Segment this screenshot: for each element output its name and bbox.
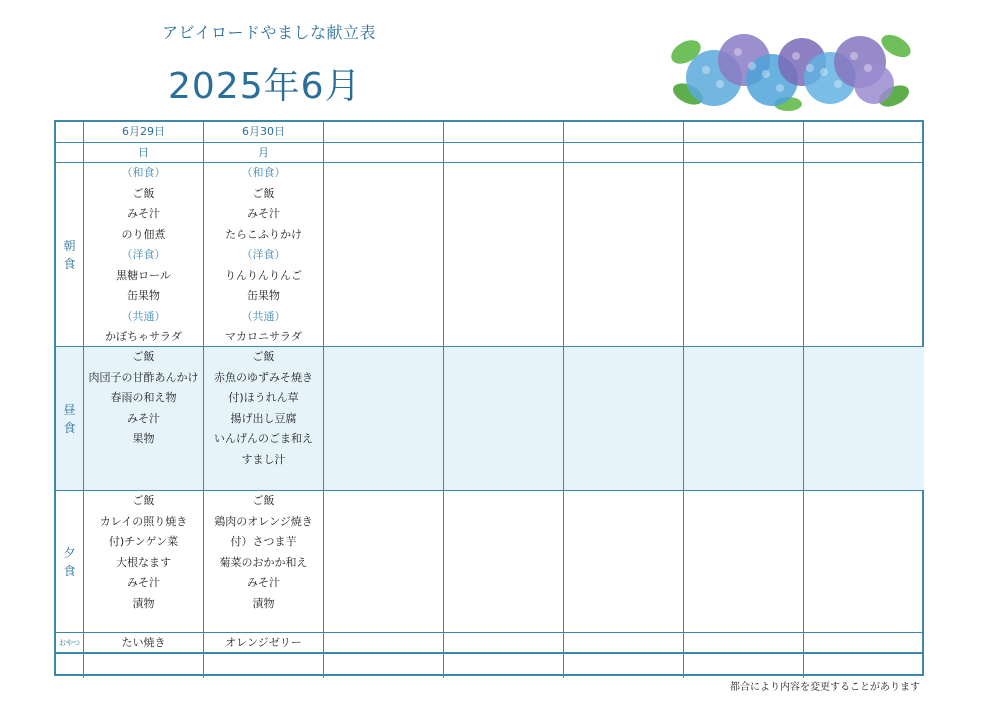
day-3-blank-cell bbox=[324, 654, 444, 678]
meal-label bbox=[56, 401, 83, 437]
day-1-snack-cell: たい焼き bbox=[84, 633, 204, 654]
day-3-date-cell bbox=[324, 122, 444, 143]
menu-item: みそ汁 bbox=[127, 207, 160, 220]
row-label-snack bbox=[56, 633, 84, 654]
day-7-dinner-cell bbox=[804, 491, 924, 633]
day-7-date-cell bbox=[804, 122, 924, 143]
month-title: 2025年6月 bbox=[168, 66, 362, 107]
menu-table bbox=[54, 120, 924, 676]
day-3-snack-cell bbox=[324, 633, 444, 654]
day-4-dinner-cell bbox=[444, 491, 564, 633]
menu-item: 肉団子の甘酢あんかけ bbox=[88, 370, 199, 384]
menu-item: ご飯 bbox=[252, 350, 275, 363]
change-notice: 都合により内容を変更することがあります bbox=[730, 682, 920, 693]
menu-item: 菊菜のおかか和え bbox=[219, 555, 308, 569]
row-label-dinner bbox=[56, 491, 84, 633]
day-1-blank-cell bbox=[84, 654, 204, 678]
day-2-lunch-cell bbox=[204, 347, 324, 491]
day-5-lunch-cell bbox=[564, 347, 684, 491]
menu-item: 揚げ出し豆腐 bbox=[230, 411, 297, 425]
meal-label: おやつ bbox=[59, 638, 80, 647]
menu-item: のり佃煮 bbox=[121, 227, 166, 241]
day-1-lunch-cell bbox=[84, 347, 204, 491]
day-1-weekday-cell: 日 bbox=[84, 143, 204, 163]
menu-item: ご飯 bbox=[252, 494, 275, 507]
day-4-weekday-cell bbox=[444, 143, 564, 163]
day-5-dinner-cell bbox=[564, 491, 684, 633]
day-7-snack-cell bbox=[804, 633, 924, 654]
day-5-blank-cell bbox=[564, 654, 684, 678]
menu-item: みそ汁 bbox=[247, 207, 280, 220]
row-label-breakfast bbox=[56, 163, 84, 347]
meal-label-char: 食 bbox=[63, 420, 76, 435]
menu-item: たらこふりかけ bbox=[225, 227, 302, 241]
day-3-lunch-cell bbox=[324, 347, 444, 491]
menu-item: 付)ほうれん草 bbox=[228, 391, 299, 404]
menu-item: マカロニサラダ bbox=[225, 330, 302, 343]
day-3-dinner-cell bbox=[324, 491, 444, 633]
menu-item: 缶果物 bbox=[127, 289, 160, 302]
day-5-breakfast-cell bbox=[564, 163, 684, 347]
day-4-blank-cell bbox=[444, 654, 564, 678]
day-6-weekday-cell bbox=[684, 143, 804, 163]
row-label-blank bbox=[56, 654, 84, 678]
menu-item: 赤魚のゆずみそ焼き bbox=[214, 370, 313, 384]
menu-item: りんりんりんご bbox=[225, 268, 302, 282]
day-6-breakfast-cell bbox=[684, 163, 804, 347]
menu-item: ご飯 bbox=[252, 186, 275, 200]
meal-label-char: 食 bbox=[63, 563, 76, 578]
hydrangea-illustration-icon bbox=[668, 22, 914, 114]
menu-item: 付)チンゲン菜 bbox=[108, 535, 179, 548]
day-7-blank-cell bbox=[804, 654, 924, 678]
menu-category: （洋食） bbox=[121, 248, 166, 261]
menu-item: 缶果物 bbox=[247, 289, 280, 302]
day-4-lunch-cell bbox=[444, 347, 564, 491]
day-5-date-cell bbox=[564, 122, 684, 143]
day-1-date-cell: 6月29日 bbox=[84, 122, 204, 143]
menu-category: （共通） bbox=[241, 309, 286, 323]
day-2-date-cell: 6月30日 bbox=[204, 122, 324, 143]
menu-item: すまし汁 bbox=[241, 452, 286, 466]
day-4-snack-cell bbox=[444, 633, 564, 654]
day-2-blank-cell bbox=[204, 654, 324, 678]
day-5-weekday-cell bbox=[564, 143, 684, 163]
menu-item: ご飯 bbox=[132, 350, 155, 363]
day-4-breakfast-cell bbox=[444, 163, 564, 347]
menu-item: かぼちゃサラダ bbox=[105, 330, 182, 343]
meal-label-char: 昼 bbox=[63, 402, 76, 417]
day-6-blank-cell bbox=[684, 654, 804, 678]
menu-item: 鶏肉のオレンジ焼き bbox=[214, 514, 313, 528]
menu-item: 大根なます bbox=[116, 555, 171, 569]
day-7-breakfast-cell bbox=[804, 163, 924, 347]
day-3-weekday-cell bbox=[324, 143, 444, 163]
day-7-lunch-cell bbox=[804, 347, 924, 491]
meal-label-char: 朝 bbox=[63, 238, 76, 253]
menu-item: カレイの照り焼き bbox=[99, 514, 188, 528]
day-6-snack-cell bbox=[684, 633, 804, 654]
menu-item: 付）さつま芋 bbox=[230, 535, 297, 548]
menu-item: ご飯 bbox=[132, 494, 155, 507]
day-5-snack-cell bbox=[564, 633, 684, 654]
menu-category: （洋食） bbox=[241, 248, 286, 261]
meal-label bbox=[56, 237, 83, 273]
menu-category: （和食） bbox=[241, 166, 286, 179]
menu-item: 黒糖ロール bbox=[116, 268, 171, 282]
day-6-lunch-cell bbox=[684, 347, 804, 491]
meal-label-char: 夕 bbox=[63, 545, 76, 560]
day-6-date-cell bbox=[684, 122, 804, 143]
menu-item: 漬物 bbox=[132, 596, 155, 610]
row-label-lunch bbox=[56, 347, 84, 491]
facility-title: アビイロードやましな献立表 bbox=[162, 23, 377, 42]
menu-item: ご飯 bbox=[132, 186, 155, 200]
menu-item: 漬物 bbox=[252, 596, 275, 610]
menu-item: みそ汁 bbox=[127, 411, 160, 425]
meal-label bbox=[56, 544, 83, 580]
day-1-breakfast-cell bbox=[84, 163, 204, 347]
day-1-dinner-cell bbox=[84, 491, 204, 633]
menu-category: （和食） bbox=[121, 166, 166, 179]
day-2-breakfast-cell bbox=[204, 163, 324, 347]
day-2-dinner-cell bbox=[204, 491, 324, 633]
menu-item: 果物 bbox=[132, 432, 155, 445]
menu-item: 春雨の和え物 bbox=[110, 391, 177, 404]
menu-item: いんげんのごま和え bbox=[214, 432, 313, 445]
row-label-date bbox=[56, 122, 84, 143]
day-6-dinner-cell bbox=[684, 491, 804, 633]
day-7-weekday-cell bbox=[804, 143, 924, 163]
meal-label-char: 食 bbox=[63, 256, 76, 271]
day-3-breakfast-cell bbox=[324, 163, 444, 347]
row-label-weekday bbox=[56, 143, 84, 163]
menu-item: みそ汁 bbox=[127, 576, 160, 589]
day-2-snack-cell: オレンジゼリー bbox=[204, 633, 324, 654]
menu-category: （共通） bbox=[121, 309, 166, 323]
day-4-date-cell bbox=[444, 122, 564, 143]
day-2-weekday-cell: 月 bbox=[204, 143, 324, 163]
menu-item: みそ汁 bbox=[247, 576, 280, 589]
